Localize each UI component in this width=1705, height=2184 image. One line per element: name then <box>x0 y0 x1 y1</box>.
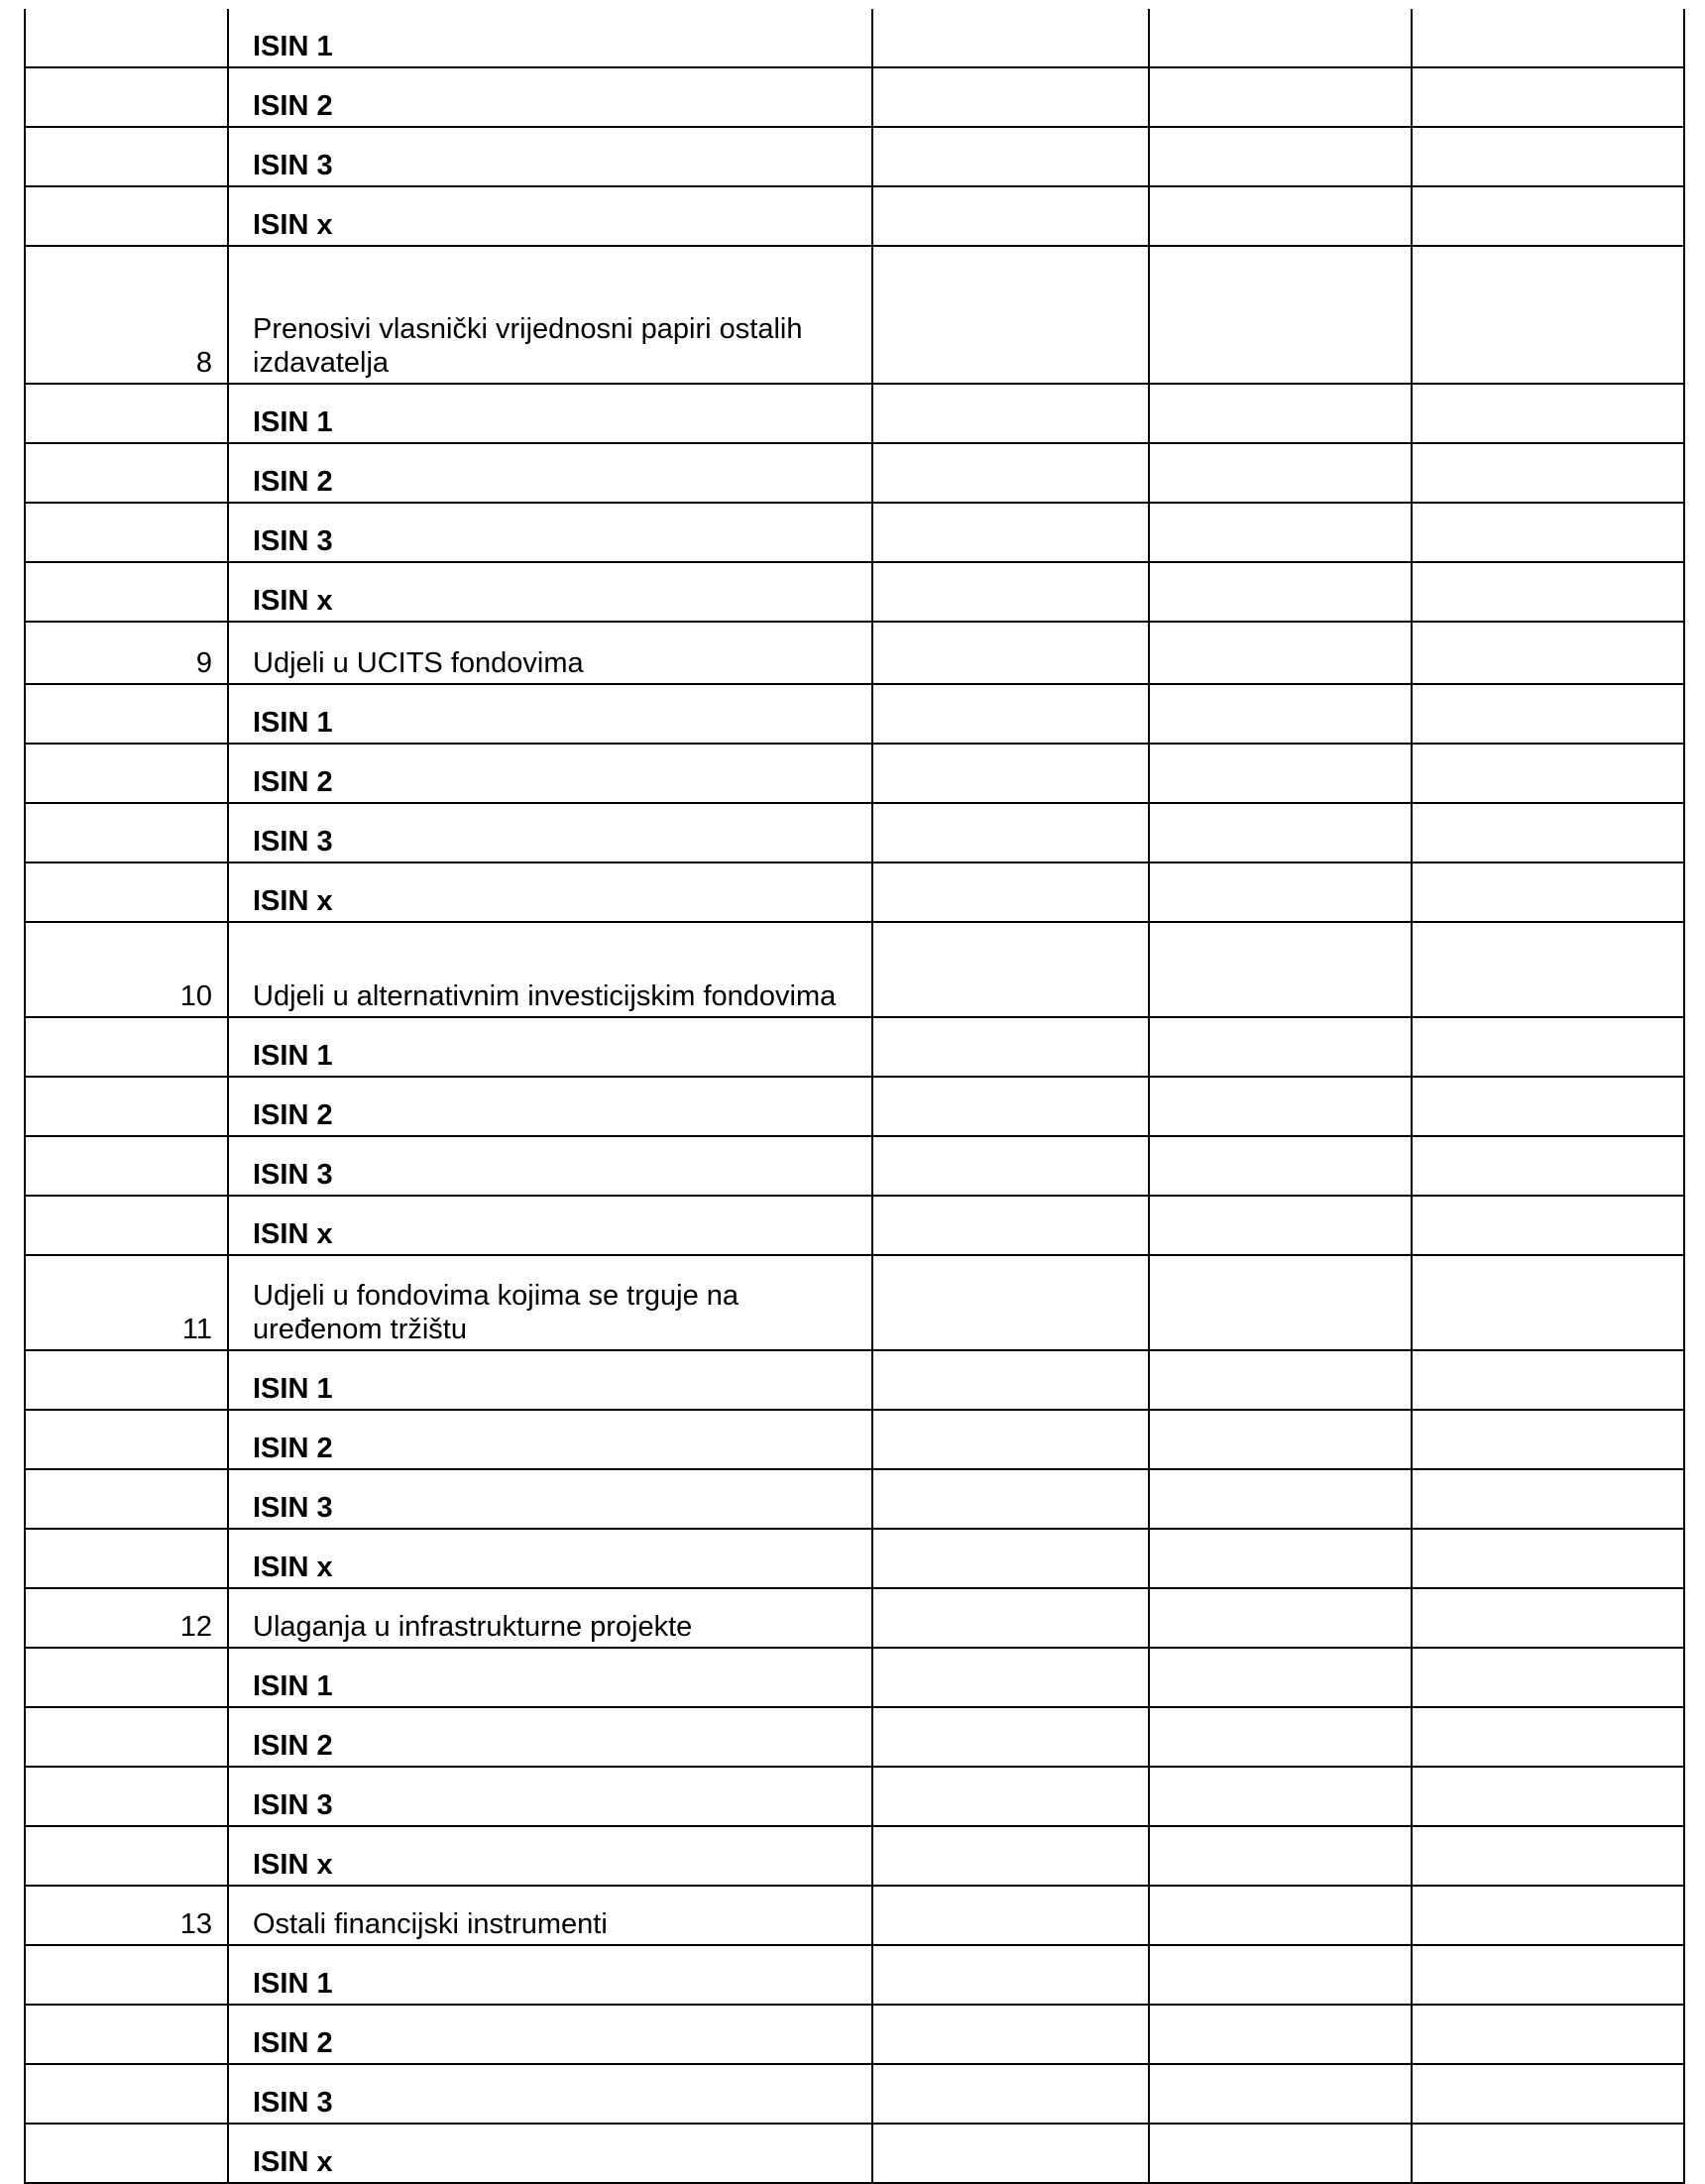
value-cell-c <box>1412 384 1684 443</box>
value-cell-c <box>1412 1469 1684 1529</box>
category-row <box>25 1255 1684 1350</box>
category-label: Udjeli u fondovima kojima se trguje na uređenom tržištu <box>228 1255 872 1350</box>
value-cell-b <box>1149 1350 1412 1410</box>
row-number-cell <box>25 1469 228 1529</box>
value-cell-a <box>872 1196 1149 1255</box>
isin-row <box>25 1648 1684 1707</box>
value-cell-a <box>872 803 1149 862</box>
isin-label: ISIN 2 <box>228 1077 872 1136</box>
row-number-cell <box>25 1017 228 1077</box>
value-cell-c <box>1412 1648 1684 1707</box>
isin-row <box>25 803 1684 862</box>
value-cell-a <box>872 2005 1149 2064</box>
value-cell-c <box>1412 1529 1684 1588</box>
isin-row <box>25 9 1684 67</box>
value-cell-b <box>1149 127 1412 186</box>
value-cell-b <box>1149 803 1412 862</box>
value-cell-a <box>872 1886 1149 1945</box>
value-cell-a <box>872 246 1149 384</box>
value-cell-c <box>1412 67 1684 127</box>
isin-row <box>25 1469 1684 1529</box>
value-cell-c <box>1412 1136 1684 1196</box>
value-cell-c <box>1412 2124 1684 2183</box>
isin-row <box>25 186 1684 246</box>
value-cell-b <box>1149 1077 1412 1136</box>
value-cell-a <box>872 9 1149 67</box>
isin-row <box>25 1707 1684 1767</box>
isin-label: ISIN 2 <box>228 2005 872 2064</box>
value-cell-a <box>872 1410 1149 1469</box>
isin-label: ISIN 1 <box>228 1648 872 1707</box>
isin-row <box>25 1410 1684 1469</box>
value-cell-b <box>1149 443 1412 503</box>
category-row <box>25 622 1684 684</box>
value-cell-a <box>872 862 1149 922</box>
row-number-cell <box>25 744 228 803</box>
value-cell-b <box>1149 2064 1412 2124</box>
category-number: 12 <box>25 1588 228 1648</box>
row-number-cell <box>25 562 228 622</box>
value-cell-a <box>872 562 1149 622</box>
value-cell-c <box>1412 127 1684 186</box>
isin-label: ISIN 2 <box>228 744 872 803</box>
isin-row <box>25 1767 1684 1826</box>
isin-row <box>25 2005 1684 2064</box>
value-cell-b <box>1149 1255 1412 1350</box>
isin-row <box>25 1017 1684 1077</box>
value-cell-b <box>1149 684 1412 744</box>
row-number-cell <box>25 443 228 503</box>
value-cell-b <box>1149 1886 1412 1945</box>
row-number-cell <box>25 1410 228 1469</box>
isin-label: ISIN x <box>228 562 872 622</box>
value-cell-b <box>1149 246 1412 384</box>
value-cell-b <box>1149 562 1412 622</box>
value-cell-b <box>1149 2124 1412 2183</box>
isin-row <box>25 1826 1684 1886</box>
value-cell-a <box>872 1529 1149 1588</box>
isin-row <box>25 67 1684 127</box>
category-label: Prenosivi vlasnički vrijednosni papiri ostalih izdavatelja <box>228 246 872 384</box>
value-cell-b <box>1149 1826 1412 1886</box>
value-cell-a <box>872 1469 1149 1529</box>
isin-label: ISIN 2 <box>228 1410 872 1469</box>
row-number-cell <box>25 1648 228 1707</box>
row-number-cell <box>25 862 228 922</box>
value-cell-c <box>1412 1410 1684 1469</box>
isin-label: ISIN 1 <box>228 684 872 744</box>
isin-row <box>25 684 1684 744</box>
value-cell-c <box>1412 1255 1684 1350</box>
category-number: 10 <box>25 922 228 1017</box>
value-cell-b <box>1149 186 1412 246</box>
category-number: 11 <box>25 1255 228 1350</box>
isin-row <box>25 862 1684 922</box>
value-cell-c <box>1412 246 1684 384</box>
value-cell-c <box>1412 9 1684 67</box>
category-number: 13 <box>25 1886 228 1945</box>
isin-row <box>25 1350 1684 1410</box>
isin-label: ISIN 2 <box>228 443 872 503</box>
value-cell-a <box>872 2064 1149 2124</box>
row-number-cell <box>25 2005 228 2064</box>
value-cell-b <box>1149 1196 1412 1255</box>
value-cell-b <box>1149 2005 1412 2064</box>
isin-row <box>25 562 1684 622</box>
row-number-cell <box>25 1826 228 1886</box>
isin-label: ISIN x <box>228 1196 872 1255</box>
row-number-cell <box>25 127 228 186</box>
isin-label: ISIN x <box>228 186 872 246</box>
isin-label: ISIN x <box>228 1826 872 1886</box>
isin-row <box>25 1945 1684 2005</box>
value-cell-a <box>872 67 1149 127</box>
value-cell-c <box>1412 922 1684 1017</box>
value-cell-a <box>872 744 1149 803</box>
row-number-cell <box>25 384 228 443</box>
value-cell-c <box>1412 562 1684 622</box>
row-number-cell <box>25 1945 228 2005</box>
isin-label: ISIN 3 <box>228 127 872 186</box>
value-cell-c <box>1412 443 1684 503</box>
value-cell-a <box>872 1707 1149 1767</box>
value-cell-a <box>872 384 1149 443</box>
category-row <box>25 922 1684 1017</box>
value-cell-c <box>1412 1196 1684 1255</box>
value-cell-c <box>1412 1826 1684 1886</box>
value-cell-a <box>872 622 1149 684</box>
category-label: Udjeli u alternativnim investicijskim fondovima <box>228 922 872 1017</box>
isin-label: ISIN x <box>228 1529 872 1588</box>
value-cell-b <box>1149 1017 1412 1077</box>
value-cell-c <box>1412 684 1684 744</box>
isin-row <box>25 1077 1684 1136</box>
category-number: 8 <box>25 246 228 384</box>
value-cell-a <box>872 684 1149 744</box>
isin-label: ISIN 1 <box>228 1350 872 1410</box>
isin-label: ISIN 1 <box>228 1017 872 1077</box>
isin-label: ISIN 1 <box>228 1945 872 2005</box>
category-label: Udjeli u UCITS fondovima <box>228 622 872 684</box>
holdings-table <box>24 9 1685 2184</box>
value-cell-b <box>1149 1410 1412 1469</box>
row-number-cell <box>25 2064 228 2124</box>
isin-label: ISIN x <box>228 862 872 922</box>
row-number-cell <box>25 803 228 862</box>
value-cell-a <box>872 1648 1149 1707</box>
row-number-cell <box>25 1767 228 1826</box>
value-cell-b <box>1149 1469 1412 1529</box>
value-cell-b <box>1149 1529 1412 1588</box>
isin-label: ISIN 3 <box>228 503 872 562</box>
value-cell-a <box>872 1017 1149 1077</box>
value-cell-a <box>872 1945 1149 2005</box>
isin-row <box>25 384 1684 443</box>
category-row <box>25 1886 1684 1945</box>
isin-label: ISIN 1 <box>228 9 872 67</box>
value-cell-c <box>1412 1945 1684 2005</box>
value-cell-a <box>872 127 1149 186</box>
isin-row <box>25 2124 1684 2183</box>
value-cell-b <box>1149 862 1412 922</box>
value-cell-b <box>1149 922 1412 1017</box>
isin-row <box>25 1136 1684 1196</box>
value-cell-b <box>1149 1648 1412 1707</box>
isin-row <box>25 744 1684 803</box>
value-cell-b <box>1149 503 1412 562</box>
isin-label: ISIN 3 <box>228 1136 872 1196</box>
value-cell-c <box>1412 1077 1684 1136</box>
value-cell-b <box>1149 1136 1412 1196</box>
isin-row <box>25 2064 1684 2124</box>
value-cell-c <box>1412 1767 1684 1826</box>
value-cell-c <box>1412 1886 1684 1945</box>
value-cell-c <box>1412 1017 1684 1077</box>
isin-label: ISIN 1 <box>228 384 872 443</box>
row-number-cell <box>25 1529 228 1588</box>
row-number-cell <box>25 9 228 67</box>
row-number-cell <box>25 1350 228 1410</box>
value-cell-a <box>872 503 1149 562</box>
isin-label: ISIN 3 <box>228 2064 872 2124</box>
value-cell-b <box>1149 67 1412 127</box>
value-cell-c <box>1412 744 1684 803</box>
isin-row <box>25 127 1684 186</box>
row-number-cell <box>25 1707 228 1767</box>
value-cell-b <box>1149 1707 1412 1767</box>
row-number-cell <box>25 67 228 127</box>
value-cell-c <box>1412 803 1684 862</box>
value-cell-b <box>1149 622 1412 684</box>
isin-label: ISIN x <box>228 2124 872 2183</box>
category-label: Ulaganja u infrastrukturne projekte <box>228 1588 872 1648</box>
category-row <box>25 246 1684 384</box>
category-label: Ostali financijski instrumenti <box>228 1886 872 1945</box>
isin-row <box>25 1529 1684 1588</box>
value-cell-a <box>872 1588 1149 1648</box>
row-number-cell <box>25 186 228 246</box>
value-cell-b <box>1149 1767 1412 1826</box>
value-cell-c <box>1412 862 1684 922</box>
isin-label: ISIN 2 <box>228 67 872 127</box>
value-cell-a <box>872 1136 1149 1196</box>
category-row <box>25 1588 1684 1648</box>
value-cell-c <box>1412 1707 1684 1767</box>
value-cell-c <box>1412 2064 1684 2124</box>
isin-label: ISIN 3 <box>228 1767 872 1826</box>
value-cell-a <box>872 443 1149 503</box>
category-number: 9 <box>25 622 228 684</box>
holdings-table-body <box>25 9 1684 2183</box>
value-cell-b <box>1149 1588 1412 1648</box>
isin-row <box>25 1196 1684 1255</box>
value-cell-c <box>1412 1588 1684 1648</box>
value-cell-a <box>872 2124 1149 2183</box>
value-cell-a <box>872 1826 1149 1886</box>
value-cell-a <box>872 1255 1149 1350</box>
row-number-cell <box>25 1136 228 1196</box>
isin-label: ISIN 2 <box>228 1707 872 1767</box>
value-cell-c <box>1412 2005 1684 2064</box>
value-cell-a <box>872 1077 1149 1136</box>
row-number-cell <box>25 503 228 562</box>
value-cell-c <box>1412 186 1684 246</box>
isin-row <box>25 503 1684 562</box>
value-cell-c <box>1412 503 1684 562</box>
value-cell-b <box>1149 744 1412 803</box>
value-cell-c <box>1412 1350 1684 1410</box>
value-cell-a <box>872 1350 1149 1410</box>
value-cell-b <box>1149 9 1412 67</box>
isin-label: ISIN 3 <box>228 803 872 862</box>
value-cell-a <box>872 1767 1149 1826</box>
row-number-cell <box>25 2124 228 2183</box>
value-cell-a <box>872 922 1149 1017</box>
row-number-cell <box>25 1196 228 1255</box>
value-cell-a <box>872 186 1149 246</box>
value-cell-b <box>1149 384 1412 443</box>
value-cell-b <box>1149 1945 1412 2005</box>
row-number-cell <box>25 684 228 744</box>
value-cell-c <box>1412 622 1684 684</box>
isin-label: ISIN 3 <box>228 1469 872 1529</box>
row-number-cell <box>25 1077 228 1136</box>
isin-row <box>25 443 1684 503</box>
